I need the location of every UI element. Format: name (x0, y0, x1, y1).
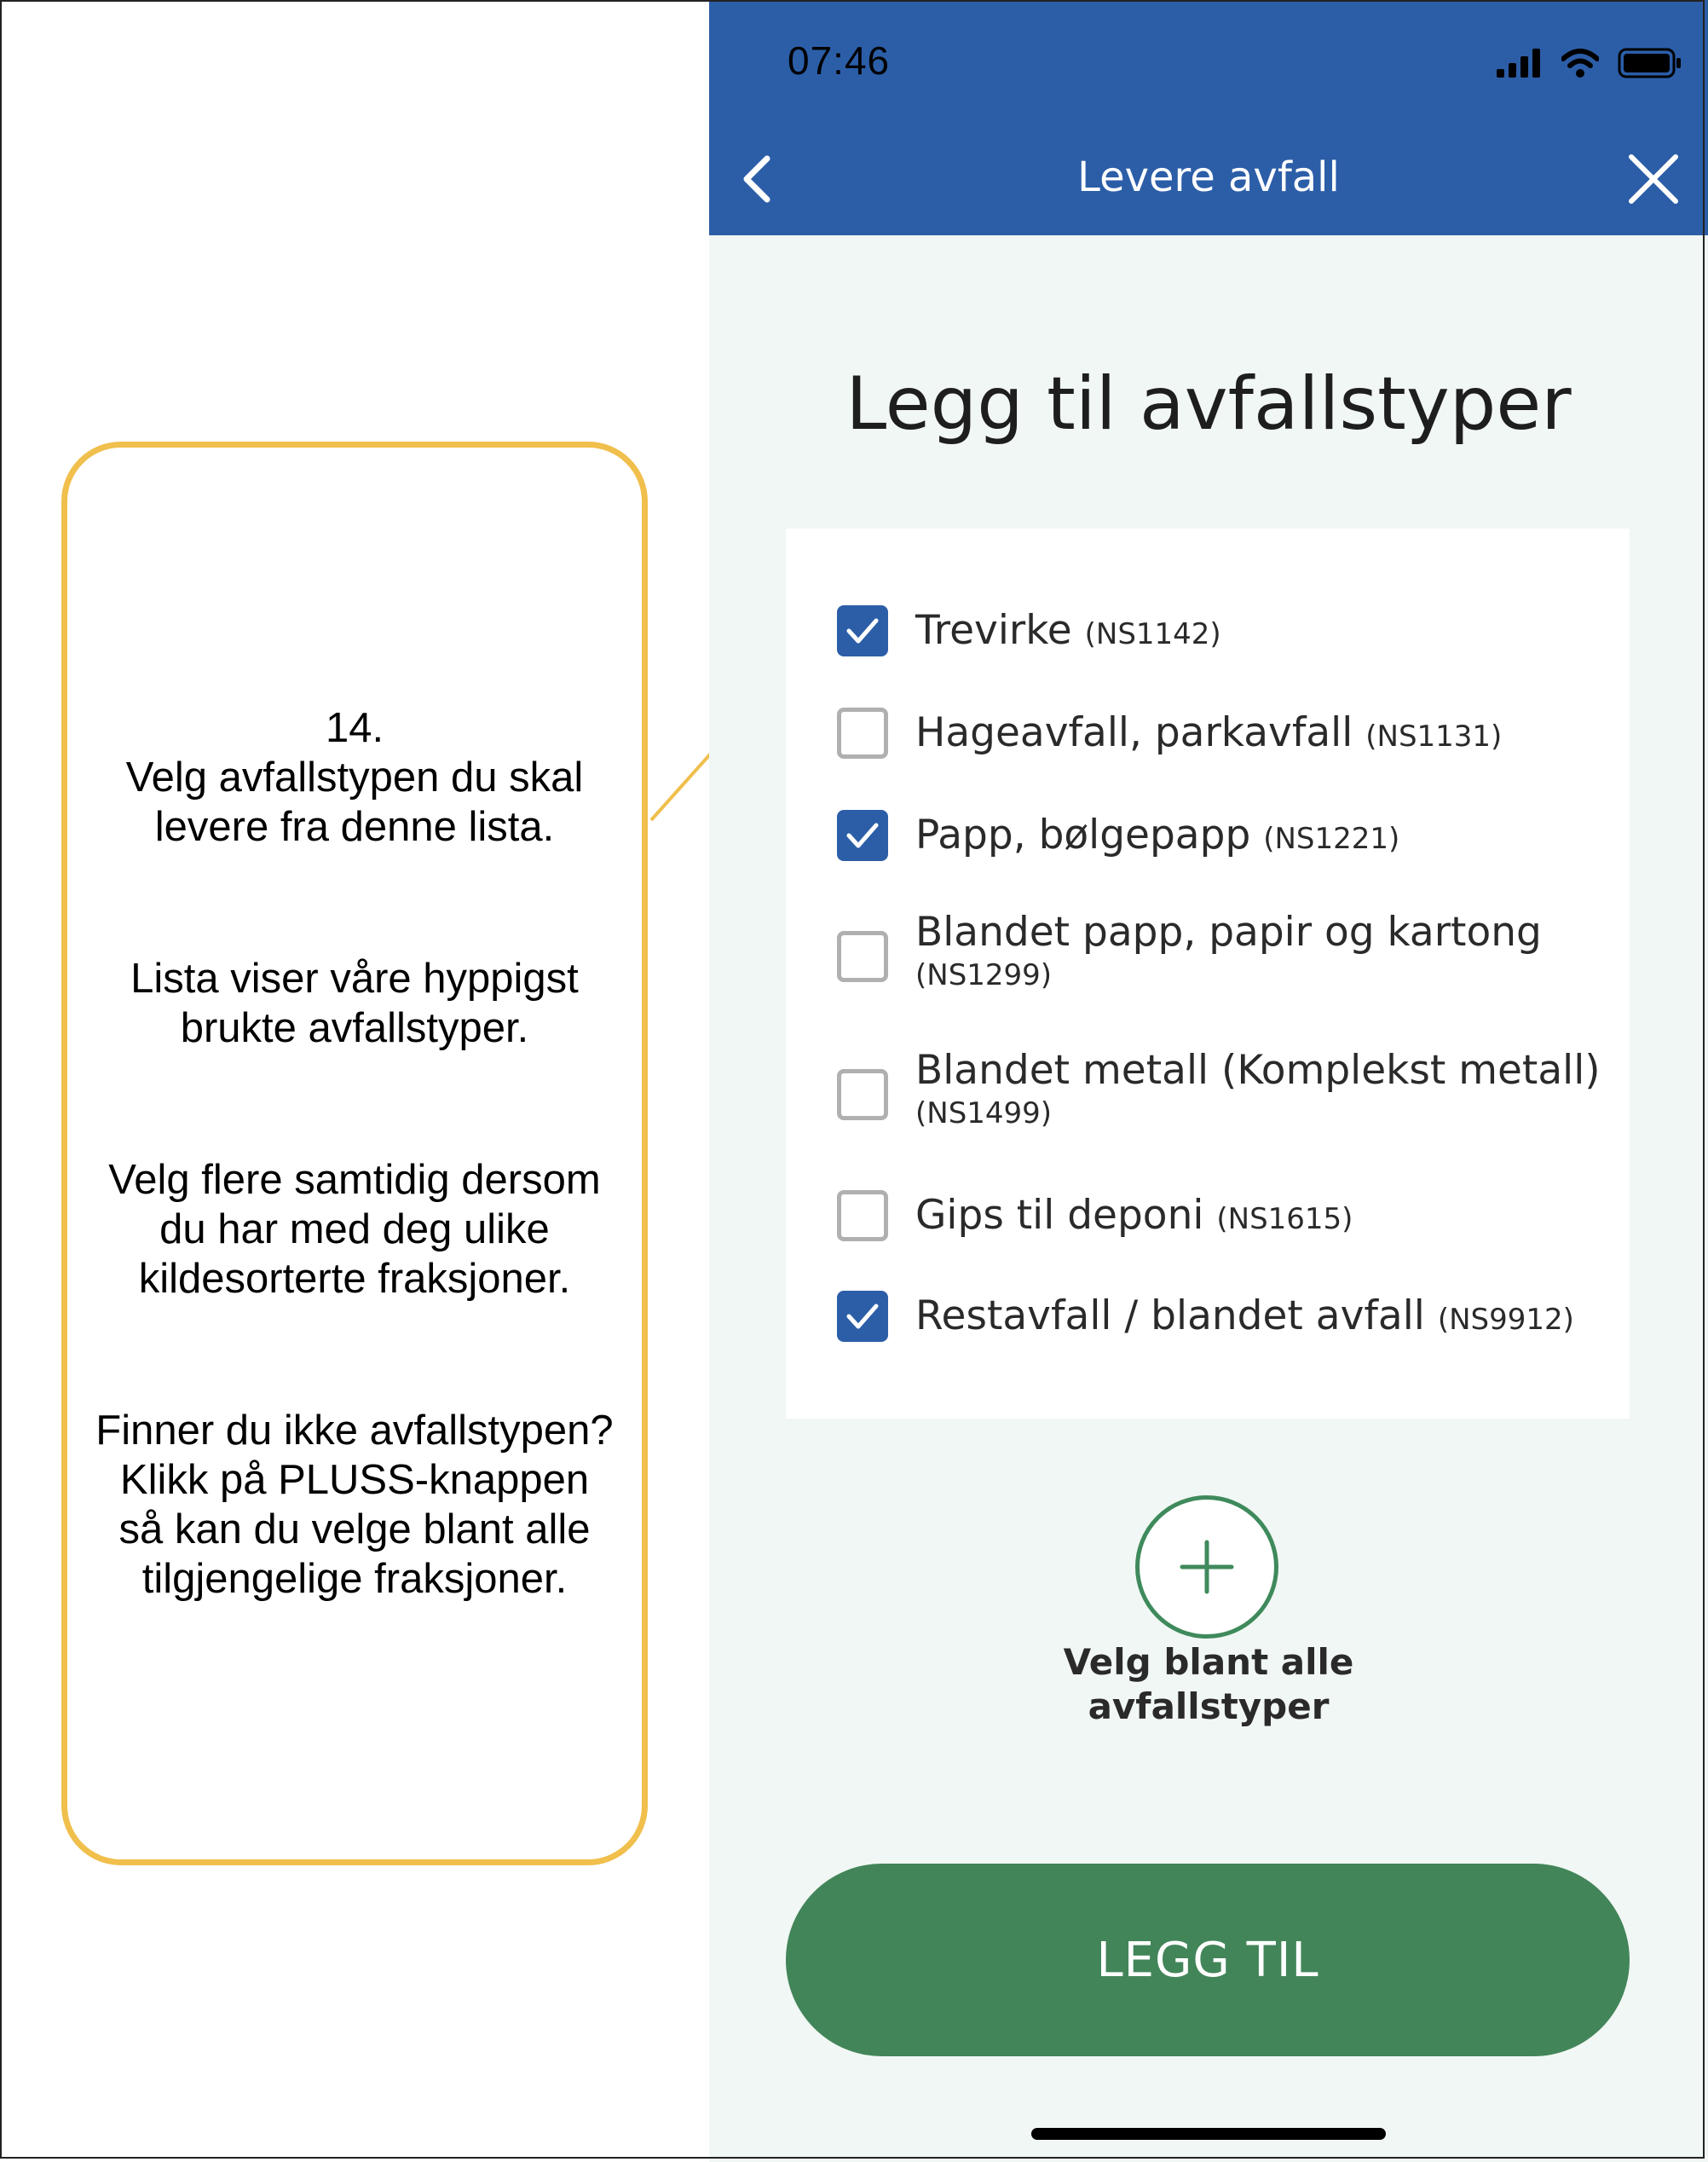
phone-screen (709, 0, 1708, 2162)
checkbox-unchecked[interactable] (837, 1069, 888, 1120)
annotation-step: 14. (325, 705, 384, 751)
page-title: Legg til avfallstyper (845, 361, 1572, 447)
waste-type-name: Restavfall / blandet avfall (915, 1292, 1425, 1339)
status-icons (1497, 48, 1682, 78)
annotation-line: Klikk på PLUSS-knappen (119, 1457, 590, 1503)
annotation-line: du har med deg ulike (159, 1206, 550, 1252)
waste-type-name: Blandet metall (Komplekst metall) (915, 1047, 1601, 1094)
annotation-line: levere fra denne lista. (154, 804, 555, 850)
waste-type-code: (NS1131) (1365, 720, 1503, 754)
plus-icon (1140, 1500, 1274, 1634)
checkmark-icon (844, 1298, 881, 1335)
checkmark-icon (844, 817, 881, 854)
checkbox-unchecked[interactable] (837, 1190, 888, 1241)
annotation-line: så kan du velge blant alle (118, 1506, 591, 1552)
add-button[interactable]: LEGG TIL (786, 1864, 1630, 2056)
checkmark-icon (844, 612, 881, 650)
home-indicator (1031, 2128, 1386, 2140)
waste-type-label (915, 1292, 1574, 1339)
select-all-plus-button[interactable] (1135, 1495, 1278, 1639)
waste-type-name: Gips til deponi (915, 1192, 1204, 1239)
waste-type-code: (NS1499) (915, 1096, 1053, 1130)
checkbox-unchecked[interactable] (837, 708, 888, 759)
annotation-line: Lista viser våre hyppigst (130, 956, 579, 1002)
annotation-line: Finner du ikke avfallstypen? (95, 1408, 614, 1454)
annotation-line: brukte avfallstyper. (180, 1005, 529, 1051)
annotation-line: kildesorterte fraksjoner. (138, 1256, 571, 1302)
waste-type-label (915, 607, 1221, 654)
checkbox-unchecked[interactable] (837, 931, 888, 982)
cellular-signal-icon (1497, 49, 1543, 78)
waste-type-list (786, 529, 1630, 1419)
annotation-line: Velg flere samtidig dersom (108, 1157, 601, 1203)
waste-type-label (915, 1192, 1353, 1239)
waste-type-name: Papp, bølgepapp (915, 812, 1251, 858)
checkbox-checked[interactable] (837, 1291, 888, 1342)
waste-type-code: (NS1615) (1216, 1202, 1353, 1236)
select-all-label-line: Velg blant alle (1063, 1641, 1354, 1683)
checkbox-checked[interactable] (837, 605, 888, 656)
annotation-callout (61, 442, 648, 1865)
select-all-label (709, 1640, 1708, 1729)
checkbox-checked[interactable] (837, 810, 888, 861)
waste-type-code: (NS1221) (1263, 822, 1400, 856)
waste-type-label (915, 812, 1399, 858)
annotation-line: tilgjengelige fraksjoner. (141, 1556, 568, 1602)
waste-type-code: (NS9912) (1437, 1303, 1574, 1337)
battery-icon (1618, 48, 1682, 78)
header-bar (709, 0, 1708, 235)
status-time: 07:46 (788, 38, 891, 83)
waste-type-name: Hageavfall, parkavfall (915, 709, 1353, 756)
close-icon (1626, 152, 1681, 206)
wifi-icon (1561, 49, 1599, 78)
annotation-line: Velg avfallstypen du skal (125, 754, 584, 801)
waste-type-label (915, 709, 1502, 756)
waste-type-code: (NS1299) (915, 958, 1053, 992)
waste-type-name: Trevirke (915, 607, 1072, 654)
nav-title: Levere avfall (1077, 153, 1340, 201)
waste-type-code: (NS1142) (1084, 617, 1221, 651)
waste-type-name: Blandet papp, papir og kartong (915, 909, 1542, 956)
close-button[interactable] (1626, 152, 1681, 206)
select-all-label-line: avfallstyper (1088, 1685, 1330, 1727)
